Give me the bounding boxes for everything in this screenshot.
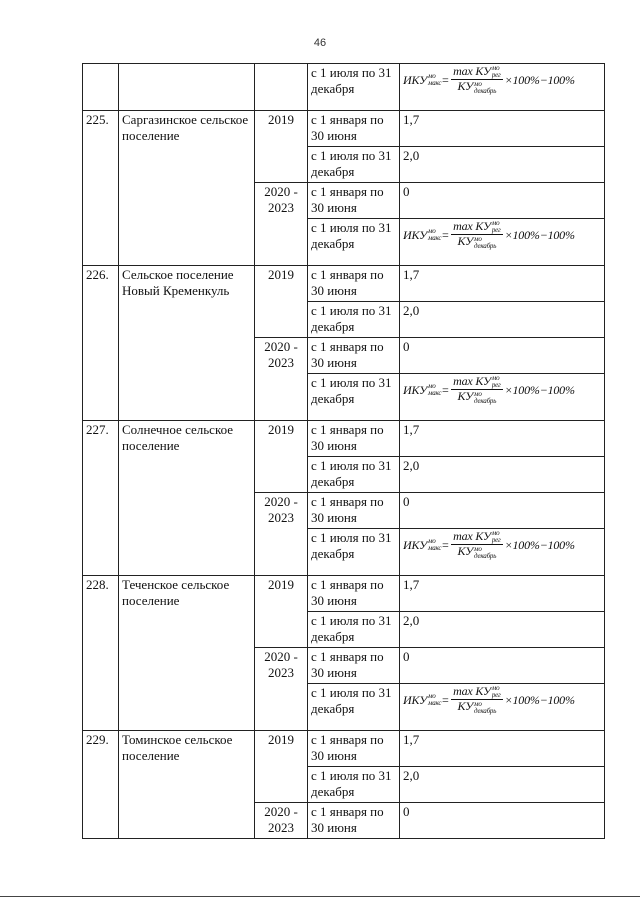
formula-tail: ×100%−100% [504, 72, 575, 87]
cell-name: Томинское сельское поселение [119, 731, 255, 839]
cell-value: 2,0 [400, 147, 605, 183]
formula-den-sup: мо [474, 234, 482, 243]
formula-den-sub: декабрь [474, 396, 497, 405]
cell-year: 2019 [255, 266, 308, 338]
formula-num-sup: мо [491, 219, 500, 228]
cell-number: 225. [83, 111, 119, 266]
cell-period: с 1 июля по 31 декабря [308, 612, 400, 648]
formula-numerator: max КУ [453, 684, 491, 698]
cell-period: с 1 января по 30 июня [308, 266, 400, 302]
formula-lhs-sup: мо [427, 226, 436, 235]
cell-value: 1,7 [400, 421, 605, 457]
cell-year: 2019 [255, 731, 308, 803]
cell-period: с 1 июля по 31 декабря [308, 684, 400, 731]
formula-num-sub: рег [491, 381, 501, 390]
cell-name: Саргазинское сельское поселение [119, 111, 255, 266]
formula-num-sub: рег [491, 691, 501, 700]
cell-number: 227. [83, 421, 119, 576]
formula-num-sup: мо [491, 529, 500, 538]
cell-number [83, 64, 119, 111]
formula-fraction [451, 65, 502, 95]
formula [403, 530, 575, 560]
cell-year: 2020 - 2023 [255, 183, 308, 266]
cell-value: 2,0 [400, 612, 605, 648]
formula-den-sup: мо [474, 79, 482, 88]
cell-number: 228. [83, 576, 119, 731]
formula-lhs-sup: мо [427, 691, 436, 700]
cell-period: с 1 января по 30 июня [308, 338, 400, 374]
formula-num-sup: мо [491, 64, 500, 73]
cell-value: 2,0 [400, 767, 605, 803]
cell-period: с 1 июля по 31 декабря [308, 302, 400, 338]
cell-period: с 1 июля по 31 декабря [308, 374, 400, 421]
cell-value: 1,7 [400, 731, 605, 767]
table-row [83, 731, 605, 767]
formula-eq: = [441, 537, 450, 552]
formula-denominator: КУ [457, 389, 474, 404]
formula [403, 220, 575, 250]
formula [403, 65, 575, 95]
cell-number: 229. [83, 731, 119, 839]
cell-name: Сельское поселение Новый Кременкуль [119, 266, 255, 421]
cell-year: 2019 [255, 111, 308, 183]
formula-lhs: ИКУ [403, 227, 427, 242]
formula [403, 375, 575, 405]
formula-den-sub: декабрь [474, 551, 497, 560]
cell-name [119, 64, 255, 111]
cell-year: 2020 - 2023 [255, 338, 308, 421]
cell-period: с 1 июля по 31 декабря [308, 147, 400, 183]
formula-tail: ×100%−100% [504, 692, 575, 707]
formula [403, 685, 575, 715]
cell-formula [400, 219, 605, 266]
formula-fraction [451, 530, 502, 560]
formula-lhs-sup: мо [427, 381, 436, 390]
cell-period: с 1 июля по 31 декабря [308, 219, 400, 266]
formula-eq: = [441, 382, 450, 397]
formula-lhs-sub: макс [427, 78, 442, 87]
table-row [83, 64, 605, 111]
formula-eq: = [441, 72, 450, 87]
formula-numerator: max КУ [453, 529, 491, 543]
formula-lhs: ИКУ [403, 692, 427, 707]
formula-den-sub: декабрь [474, 706, 497, 715]
cell-value: 1,7 [400, 111, 605, 147]
cell-value: 0 [400, 803, 605, 839]
cell-name: Теченское сельское поселение [119, 576, 255, 731]
cell-year: 2020 - 2023 [255, 493, 308, 576]
formula-fraction [451, 220, 502, 250]
cell-formula [400, 684, 605, 731]
formula-denominator: КУ [457, 234, 474, 249]
cell-period: с 1 июля по 31 декабря [308, 767, 400, 803]
tariff-table [82, 63, 605, 839]
cell-value: 1,7 [400, 266, 605, 302]
table-row [83, 266, 605, 302]
formula-lhs-sub: макс [427, 543, 442, 552]
table-row [83, 576, 605, 612]
formula-den-sub: декабрь [474, 86, 497, 95]
formula-eq: = [441, 692, 450, 707]
formula-denominator: КУ [457, 699, 474, 714]
formula-num-sup: мо [491, 374, 500, 383]
cell-year [255, 64, 308, 111]
cell-name: Солнечное сельское поселение [119, 421, 255, 576]
cell-period: с 1 января по 30 июня [308, 803, 400, 839]
formula-num-sup: мо [491, 684, 500, 693]
cell-period: с 1 января по 30 июня [308, 576, 400, 612]
cell-period: с 1 июля по 31 декабря [308, 457, 400, 493]
formula-num-sub: рег [491, 226, 501, 235]
formula-numerator: max КУ [453, 219, 491, 233]
cell-period: с 1 июля по 31 декабря [308, 529, 400, 576]
formula-lhs: ИКУ [403, 382, 427, 397]
cell-formula [400, 374, 605, 421]
cell-value: 2,0 [400, 302, 605, 338]
footer-divider [0, 896, 640, 897]
formula-tail: ×100%−100% [504, 382, 575, 397]
cell-number: 226. [83, 266, 119, 421]
formula-fraction [451, 685, 502, 715]
cell-period: с 1 января по 30 июня [308, 493, 400, 529]
cell-value: 0 [400, 338, 605, 374]
cell-period: с 1 января по 30 июня [308, 648, 400, 684]
cell-formula [400, 529, 605, 576]
formula-num-sub: рег [491, 71, 501, 80]
table-row [83, 421, 605, 457]
cell-year: 2019 [255, 421, 308, 493]
cell-value: 0 [400, 648, 605, 684]
formula-fraction [451, 375, 502, 405]
formula-tail: ×100%−100% [504, 227, 575, 242]
formula-lhs: ИКУ [403, 537, 427, 552]
formula-lhs-sub: макс [427, 233, 442, 242]
formula-den-sub: декабрь [474, 241, 497, 250]
cell-period: с 1 января по 30 июня [308, 421, 400, 457]
formula-denominator: КУ [457, 544, 474, 559]
formula-numerator: max КУ [453, 64, 491, 78]
formula-lhs-sub: макс [427, 698, 442, 707]
formula-lhs-sub: макс [427, 388, 442, 397]
cell-year: 2019 [255, 576, 308, 648]
cell-year: 2020 - 2023 [255, 648, 308, 731]
formula-num-sub: рег [491, 536, 501, 545]
cell-value: 0 [400, 493, 605, 529]
formula-den-sup: мо [474, 544, 482, 553]
formula-den-sup: мо [474, 699, 482, 708]
cell-period: с 1 января по 30 июня [308, 183, 400, 219]
formula-eq: = [441, 227, 450, 242]
cell-period: с 1 января по 30 июня [308, 731, 400, 767]
page-number: 46 [313, 37, 327, 49]
cell-year: 2020 - 2023 [255, 803, 308, 839]
formula-lhs-sup: мо [427, 536, 436, 545]
formula-lhs: ИКУ [403, 72, 427, 87]
cell-period: с 1 января по 30 июня [308, 111, 400, 147]
formula-tail: ×100%−100% [504, 537, 575, 552]
formula-den-sup: мо [474, 389, 482, 398]
cell-value: 2,0 [400, 457, 605, 493]
formula-lhs-sup: мо [427, 71, 436, 80]
formula-denominator: КУ [457, 79, 474, 94]
table-row [83, 111, 605, 147]
formula-numerator: max КУ [453, 374, 491, 388]
cell-value: 0 [400, 183, 605, 219]
cell-formula [400, 64, 605, 111]
cell-period: с 1 июля по 31 декабря [308, 64, 400, 111]
cell-value: 1,7 [400, 576, 605, 612]
